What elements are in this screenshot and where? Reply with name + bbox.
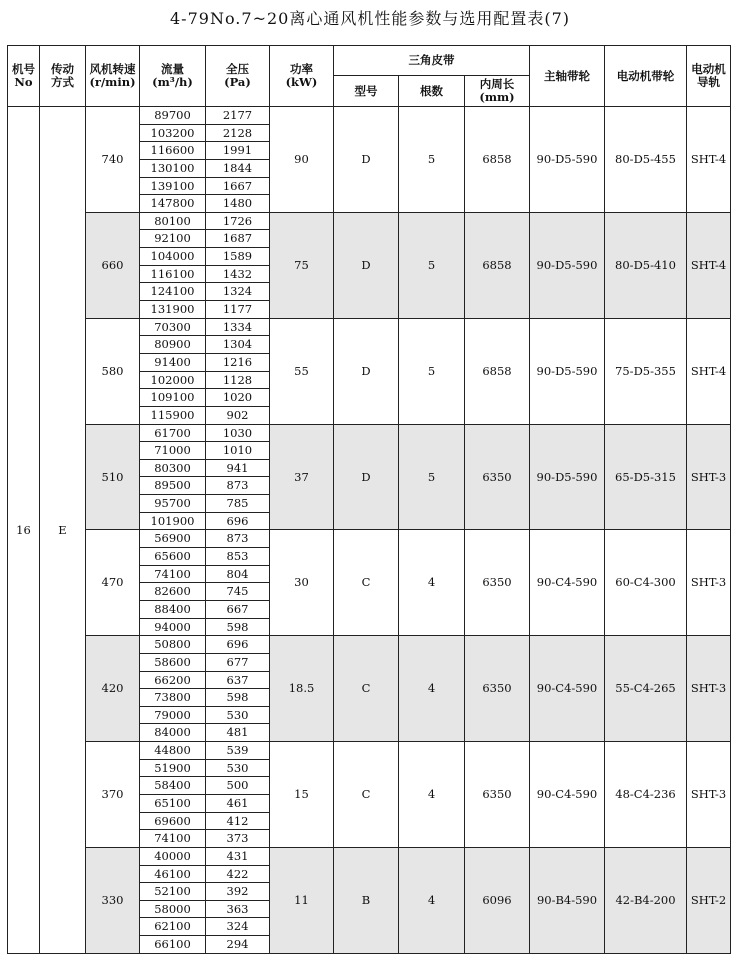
header-belt-type: 型号 (334, 76, 399, 107)
main-pulley-cell: 90-C4-590 (530, 636, 605, 742)
pressure-cell: 530 (206, 759, 270, 777)
pressure-cell: 2177 (206, 107, 270, 125)
speed-cell: 580 (86, 318, 140, 424)
flow-cell: 116100 (140, 265, 206, 283)
pressure-cell: 677 (206, 653, 270, 671)
pressure-cell: 363 (206, 900, 270, 918)
belt-length-cell: 6096 (465, 847, 530, 953)
main-pulley-cell: 90-D5-590 (530, 318, 605, 424)
flow-cell: 80100 (140, 212, 206, 230)
flow-cell: 139100 (140, 177, 206, 195)
header-main-pulley: 主轴带轮 (530, 46, 605, 107)
flow-cell: 65600 (140, 548, 206, 566)
main-pulley-cell: 90-D5-590 (530, 107, 605, 213)
flow-cell: 50800 (140, 636, 206, 654)
belt-length-cell: 6350 (465, 742, 530, 848)
pressure-cell: 461 (206, 794, 270, 812)
power-cell: 11 (270, 847, 334, 953)
pressure-cell: 1216 (206, 353, 270, 371)
belt-type-cell: B (334, 847, 399, 953)
flow-cell: 69600 (140, 812, 206, 830)
speed-cell: 470 (86, 530, 140, 636)
pressure-cell: 902 (206, 406, 270, 424)
flow-cell: 124100 (140, 283, 206, 301)
speed-cell: 510 (86, 424, 140, 530)
flow-cell: 74100 (140, 565, 206, 583)
rail-cell: SHT-3 (687, 742, 731, 848)
fan-spec-table (7, 45, 731, 954)
flow-cell: 84000 (140, 724, 206, 742)
flow-cell: 74100 (140, 830, 206, 848)
motor-pulley-cell: 80-D5-455 (605, 107, 687, 213)
table-row (8, 424, 731, 442)
flow-cell: 102000 (140, 371, 206, 389)
pressure-cell: 1177 (206, 301, 270, 319)
pressure-cell: 422 (206, 865, 270, 883)
motor-pulley-cell: 48-C4-236 (605, 742, 687, 848)
flow-cell: 89700 (140, 107, 206, 125)
pressure-cell: 294 (206, 936, 270, 954)
pressure-cell: 873 (206, 530, 270, 548)
belt-count-cell: 5 (399, 212, 465, 318)
flow-cell: 46100 (140, 865, 206, 883)
table-row (8, 212, 731, 230)
header-pressure: 全压 (Pa) (206, 46, 270, 107)
flow-cell: 147800 (140, 195, 206, 213)
flow-cell: 58000 (140, 900, 206, 918)
belt-length-cell: 6858 (465, 318, 530, 424)
pressure-cell: 530 (206, 706, 270, 724)
flow-cell: 71000 (140, 442, 206, 460)
flow-cell: 101900 (140, 512, 206, 530)
pressure-cell: 804 (206, 565, 270, 583)
power-cell: 37 (270, 424, 334, 530)
motor-pulley-cell: 65-D5-315 (605, 424, 687, 530)
speed-cell: 660 (86, 212, 140, 318)
page-title: 4-79No.7~20离心通风机性能参数与选用配置表(7) (170, 9, 570, 28)
belt-type-cell: D (334, 424, 399, 530)
pressure-cell: 667 (206, 600, 270, 618)
flow-cell: 51900 (140, 759, 206, 777)
main-pulley-cell: 90-D5-590 (530, 424, 605, 530)
main-pulley-cell: 90-C4-590 (530, 530, 605, 636)
pressure-cell: 324 (206, 918, 270, 936)
flow-cell: 104000 (140, 248, 206, 266)
belt-count-cell: 4 (399, 742, 465, 848)
power-cell: 75 (270, 212, 334, 318)
pressure-cell: 1304 (206, 336, 270, 354)
flow-cell: 56900 (140, 530, 206, 548)
flow-cell: 73800 (140, 689, 206, 707)
flow-cell: 52100 (140, 883, 206, 901)
motor-pulley-cell: 42-B4-200 (605, 847, 687, 953)
flow-cell: 66200 (140, 671, 206, 689)
header-motor-pulley: 电动机带轮 (605, 46, 687, 107)
pressure-cell: 941 (206, 459, 270, 477)
pressure-cell: 785 (206, 495, 270, 513)
table-row (8, 530, 731, 548)
machine-no-cell: 16 (8, 107, 40, 954)
pressure-cell: 1010 (206, 442, 270, 460)
rail-cell: SHT-3 (687, 530, 731, 636)
pressure-cell: 696 (206, 512, 270, 530)
belt-length-cell: 6350 (465, 530, 530, 636)
pressure-cell: 1432 (206, 265, 270, 283)
pressure-cell: 1667 (206, 177, 270, 195)
header-belt-count: 根数 (399, 76, 465, 107)
belt-type-cell: C (334, 742, 399, 848)
flow-cell: 65100 (140, 794, 206, 812)
belt-count-cell: 4 (399, 847, 465, 953)
belt-count-cell: 4 (399, 636, 465, 742)
pressure-cell: 696 (206, 636, 270, 654)
pressure-cell: 873 (206, 477, 270, 495)
pressure-cell: 1334 (206, 318, 270, 336)
pressure-cell: 1687 (206, 230, 270, 248)
belt-length-cell: 6858 (465, 212, 530, 318)
header-power: 功率 (kW) (270, 46, 334, 107)
flow-cell: 131900 (140, 301, 206, 319)
header-belt: 三角皮带 (334, 46, 530, 76)
belt-type-cell: C (334, 636, 399, 742)
pressure-cell: 745 (206, 583, 270, 601)
power-cell: 90 (270, 107, 334, 213)
flow-cell: 82600 (140, 583, 206, 601)
table-row (8, 847, 731, 865)
pressure-cell: 1480 (206, 195, 270, 213)
speed-cell: 330 (86, 847, 140, 953)
table-row (8, 636, 731, 654)
main-pulley-cell: 90-D5-590 (530, 212, 605, 318)
flow-cell: 94000 (140, 618, 206, 636)
flow-cell: 89500 (140, 477, 206, 495)
power-cell: 55 (270, 318, 334, 424)
flow-cell: 92100 (140, 230, 206, 248)
belt-length-cell: 6858 (465, 107, 530, 213)
header-flow: 流量 (m³/h) (140, 46, 206, 107)
flow-cell: 109100 (140, 389, 206, 407)
rail-cell: SHT-4 (687, 318, 731, 424)
flow-cell: 61700 (140, 424, 206, 442)
header-belt-length: 内周长 (mm) (465, 76, 530, 107)
pressure-cell: 392 (206, 883, 270, 901)
power-cell: 18.5 (270, 636, 334, 742)
motor-pulley-cell: 75-D5-355 (605, 318, 687, 424)
drive-mode-cell: E (40, 107, 86, 954)
flow-cell: 62100 (140, 918, 206, 936)
header-drive: 传动 方式 (40, 46, 86, 107)
flow-cell: 58400 (140, 777, 206, 795)
table-row (8, 742, 731, 760)
rail-cell: SHT-4 (687, 107, 731, 213)
motor-pulley-cell: 80-D5-410 (605, 212, 687, 318)
belt-type-cell: D (334, 107, 399, 213)
table-row (8, 318, 731, 336)
pressure-cell: 1020 (206, 389, 270, 407)
speed-cell: 420 (86, 636, 140, 742)
flow-cell: 66100 (140, 936, 206, 954)
pressure-cell: 412 (206, 812, 270, 830)
motor-pulley-cell: 55-C4-265 (605, 636, 687, 742)
flow-cell: 40000 (140, 847, 206, 865)
flow-cell: 88400 (140, 600, 206, 618)
pressure-cell: 1991 (206, 142, 270, 160)
table-body (8, 107, 731, 954)
pressure-cell: 1726 (206, 212, 270, 230)
pressure-cell: 431 (206, 847, 270, 865)
belt-count-cell: 5 (399, 318, 465, 424)
pressure-cell: 481 (206, 724, 270, 742)
flow-cell: 115900 (140, 406, 206, 424)
flow-cell: 95700 (140, 495, 206, 513)
pressure-cell: 1844 (206, 159, 270, 177)
flow-cell: 130100 (140, 159, 206, 177)
speed-cell: 370 (86, 742, 140, 848)
rail-cell: SHT-3 (687, 424, 731, 530)
rail-cell: SHT-3 (687, 636, 731, 742)
flow-cell: 44800 (140, 742, 206, 760)
belt-length-cell: 6350 (465, 424, 530, 530)
pressure-cell: 637 (206, 671, 270, 689)
pressure-cell: 373 (206, 830, 270, 848)
pressure-cell: 539 (206, 742, 270, 760)
pressure-cell: 1324 (206, 283, 270, 301)
power-cell: 30 (270, 530, 334, 636)
flow-cell: 80900 (140, 336, 206, 354)
header-no: 机号 No (8, 46, 40, 107)
pressure-cell: 1589 (206, 248, 270, 266)
rail-cell: SHT-4 (687, 212, 731, 318)
header-rail: 电动机 导轨 (687, 46, 731, 107)
pressure-cell: 1128 (206, 371, 270, 389)
belt-type-cell: C (334, 530, 399, 636)
pressure-cell: 598 (206, 618, 270, 636)
flow-cell: 80300 (140, 459, 206, 477)
flow-cell: 58600 (140, 653, 206, 671)
flow-cell: 79000 (140, 706, 206, 724)
pressure-cell: 1030 (206, 424, 270, 442)
main-pulley-cell: 90-B4-590 (530, 847, 605, 953)
pressure-cell: 853 (206, 548, 270, 566)
rail-cell: SHT-2 (687, 847, 731, 953)
belt-type-cell: D (334, 212, 399, 318)
flow-cell: 103200 (140, 124, 206, 142)
belt-length-cell: 6350 (465, 636, 530, 742)
power-cell: 15 (270, 742, 334, 848)
belt-count-cell: 5 (399, 107, 465, 213)
belt-type-cell: D (334, 318, 399, 424)
motor-pulley-cell: 60-C4-300 (605, 530, 687, 636)
belt-count-cell: 5 (399, 424, 465, 530)
flow-cell: 116600 (140, 142, 206, 160)
main-pulley-cell: 90-C4-590 (530, 742, 605, 848)
speed-cell: 740 (86, 107, 140, 213)
flow-cell: 70300 (140, 318, 206, 336)
pressure-cell: 500 (206, 777, 270, 795)
pressure-cell: 2128 (206, 124, 270, 142)
flow-cell: 91400 (140, 353, 206, 371)
pressure-cell: 598 (206, 689, 270, 707)
header-speed: 风机转速 (r/min) (86, 46, 140, 107)
belt-count-cell: 4 (399, 530, 465, 636)
table-row (8, 107, 731, 125)
